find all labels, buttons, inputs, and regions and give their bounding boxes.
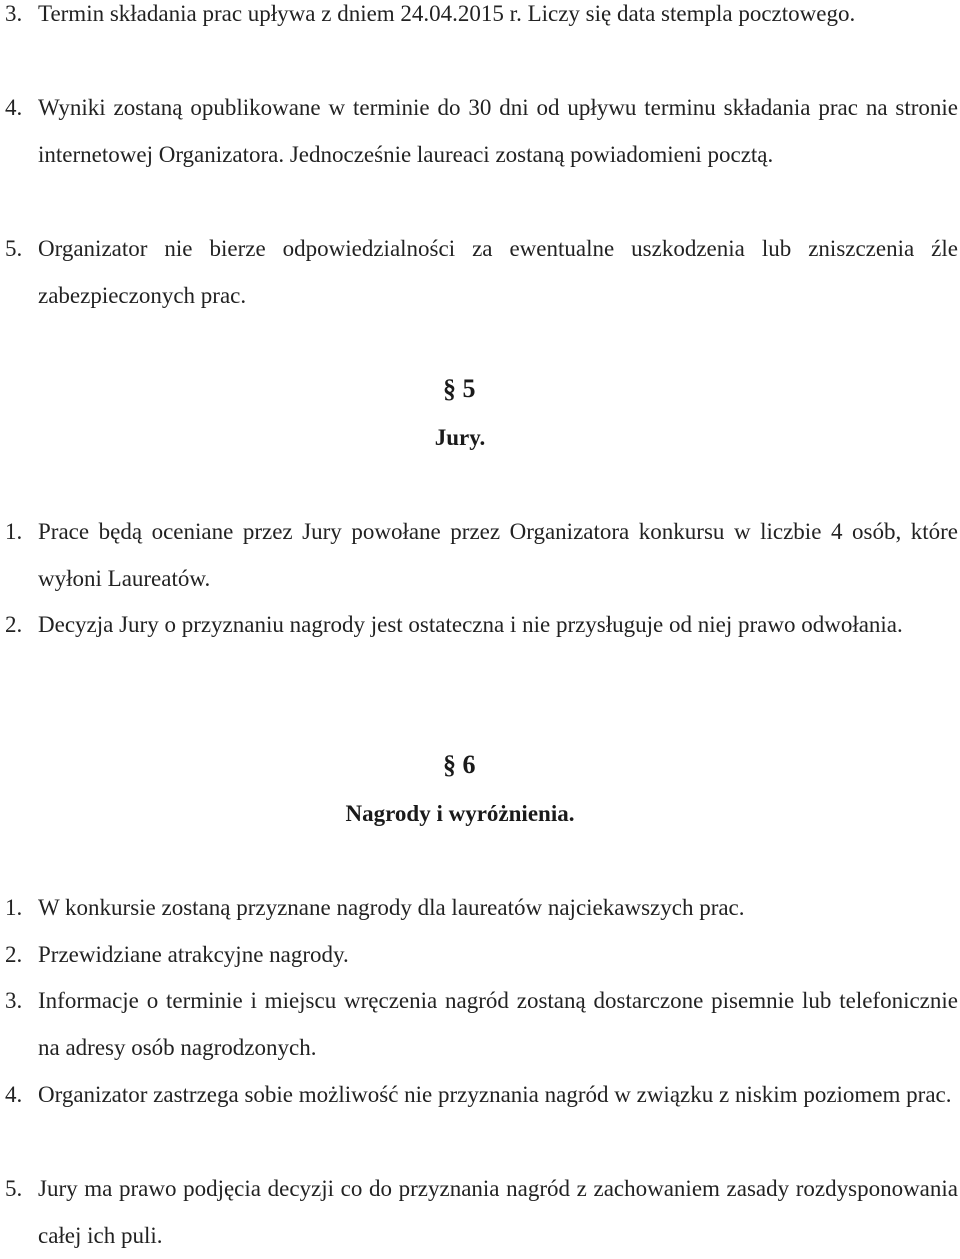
list-item bbox=[0, 931, 960, 978]
list-item-number: 2. bbox=[5, 612, 23, 637]
list-item bbox=[0, 1071, 960, 1118]
list-item-text: Prace będą oceniane przez Jury powołane przez Organizatora konkursu w liczbie 4 osób, które wyłoni Laureatów. bbox=[38, 519, 958, 591]
list-item bbox=[0, 1165, 960, 1259]
list-item bbox=[0, 84, 960, 178]
list-item-text: Wyniki zostaną opublikowane w terminie do 30 dni od upływu terminu składania prac na stronie internetowej Organizatora. Jednocześnie laureaci zostaną powiadomieni pocztą. bbox=[38, 95, 958, 167]
list-item bbox=[0, 601, 960, 648]
list-item-text: W konkursie zostaną przyznane nagrody dla laureatów najciekawszych prac. bbox=[38, 895, 745, 920]
list-item-text: Informacje o terminie i miejscu wręczenia nagród zostaną dostarczone pisemnie lub telefonicznie na adresy osób nagrodzonych. bbox=[38, 988, 958, 1060]
list-item bbox=[0, 225, 960, 319]
list-item-number: 5. bbox=[5, 1176, 23, 1201]
list-item-number: 4. bbox=[5, 1082, 23, 1107]
list-item-text: Termin składania prac upływa z dniem 24.04.2015 r. Liczy się data stempla pocztowego. bbox=[38, 1, 856, 26]
list-item-text: Organizator zastrzega sobie możliwość nie przyznania nagród w związku z niskim poziomem prac. bbox=[38, 1082, 952, 1107]
section-title: Nagrody i wyróżnienia. bbox=[345, 801, 575, 826]
list-item-text: Przewidziane atrakcyjne nagrody. bbox=[38, 942, 349, 967]
list-item-text: Decyzja Jury o przyznaniu nagrody jest ostateczna i nie przysługuje od niej prawo odwołania. bbox=[38, 612, 903, 637]
list-item-text: Organizator nie bierze odpowiedzialności za ewentualne uszkodzenia lub zniszczenia źle zabezpieczonych prac. bbox=[38, 236, 958, 308]
list-item-number: 5. bbox=[5, 236, 23, 261]
list-item-number: 2. bbox=[5, 942, 23, 967]
list-item bbox=[0, 508, 960, 602]
section-number: § 5 bbox=[443, 374, 476, 403]
list-item-number: 4. bbox=[5, 95, 23, 120]
list-item-number: 3. bbox=[5, 1, 23, 26]
list-item-number: 1. bbox=[5, 519, 23, 544]
list-item-number: 3. bbox=[5, 988, 23, 1013]
section-title: Jury. bbox=[434, 425, 486, 450]
list-item bbox=[0, 977, 960, 1071]
list-item-number: 1. bbox=[5, 895, 23, 920]
list-item-text: Jury ma prawo podjęcia decyzji co do przyznania nagród z zachowaniem zasady rozdysponowania całej ich puli. bbox=[38, 1176, 958, 1248]
list-item bbox=[0, 0, 960, 37]
list-item bbox=[0, 884, 960, 931]
section-number: § 6 bbox=[443, 750, 476, 779]
